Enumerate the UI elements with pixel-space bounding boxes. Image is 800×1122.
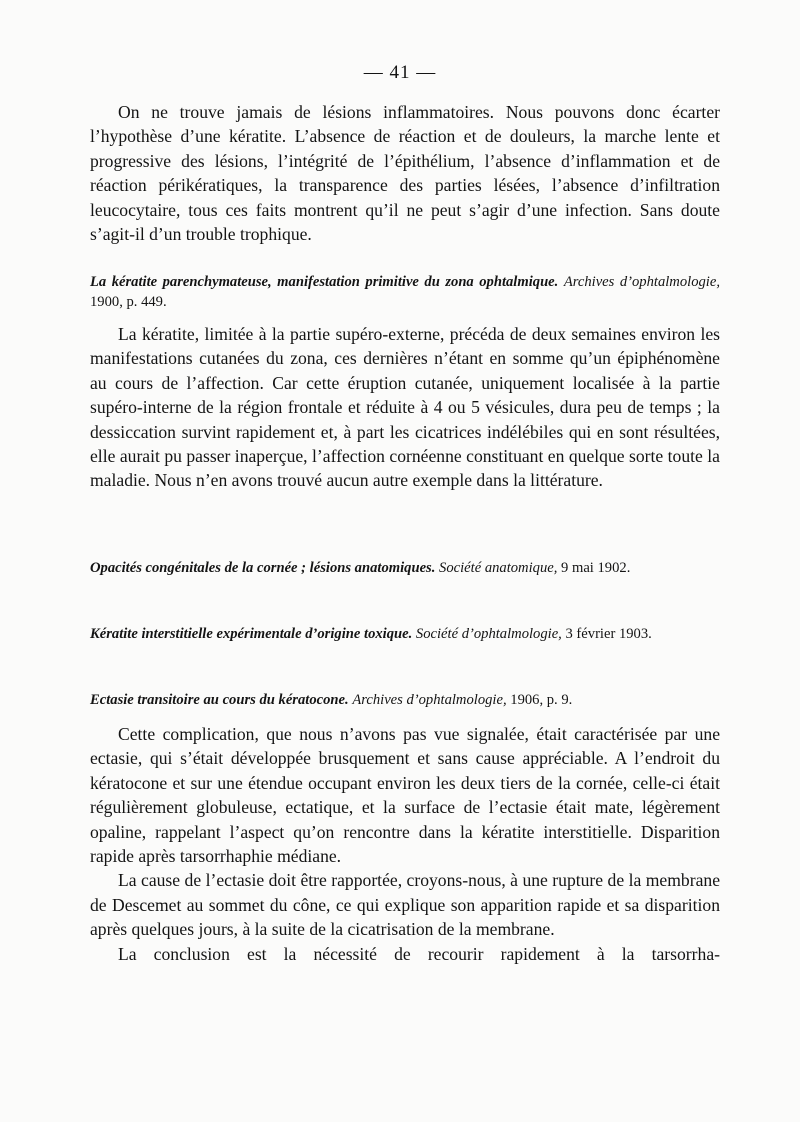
zona-block xyxy=(90,322,720,493)
reference-source: Société d’ophtalmologie, xyxy=(415,626,562,642)
reference-entry xyxy=(90,624,720,644)
paragraph-trophic: On ne trouve jamais de lésions inflammatoires. Nous pouvons donc écarter l’hypothèse d’une kératite. L’absence de réaction et de douleurs, la marche lente et progressive des lésions, l’intégrité de l’épithélium, l’absence d’inflammation et de réaction périkératiques, la transparence des parties lésées, l’absence d’infiltration leucocytaire, tous ces faits montrent qu’il ne peut s’agir d’une infection. Sans doute s’agit-il d’un trouble trophique. xyxy=(90,102,720,245)
intro-block xyxy=(90,100,720,246)
reference-detail: 3 février 1903. xyxy=(565,626,652,642)
reference-ectasie xyxy=(90,690,720,710)
reference-detail: 1906, p. 9. xyxy=(510,692,573,708)
page-number: — 41 — xyxy=(363,62,437,83)
reference-source: Archives d’ophtalmologie, xyxy=(563,274,720,290)
paragraph-conclusion: La conclusion est la nécessité de recourir rapidement à la tarsorrha- xyxy=(118,943,720,964)
reference-title: Ectasie transitoire au cours du kératocone. xyxy=(90,692,349,708)
reference-source: Société anatomique, xyxy=(439,560,558,576)
paragraph-descemet: La cause de l’ectasie doit être rapportée, croyons-nous, à une rupture de la membrane de Descemet au sommet du cône, ce qui explique son apparition rapide et sa disparition après quelques jours, à la suite de la cicatrisation de la membrane. xyxy=(90,870,720,940)
paragraph-zona: La kératite, limitée à la partie supéro-externe, précéda de deux semaines environ les manifestations cutanées du zona, ces dernières n’étant en somme qu’un épiphénomène au cours de l’affection. Car cette éruption cutanée, uniquement localisée à la partie supéro-interne de la région frontale et réduite à 4 ou 5 vésicules, dura peu de temps ; la dessiccation survint rapidement et, à part les cicatrices indélébiles qui en sont résultées, elle aurait pu passer inaperçue, l’affection cornéenne constituant en quelque sorte toute la maladie. Nous n’en avons trouvé aucun autre exemple dans la littérature. xyxy=(90,324,720,491)
reference-zona xyxy=(90,272,720,312)
reference-keratite-toxique xyxy=(90,624,720,644)
paragraph-ectasie: Cette complication, que nous n’avons pas vue signalée, était caractérisée par une ectasie, qui s’était développée brusquement et sans cause appréciable. A l’endroit du kératocone et sur une étendue occupant environ les deux tiers de la cornée, celle-ci était régulièrement globuleuse, ectatique, et la surface de l’ectasie était mate, légèrement opaline, rappelant l’aspect qu’on rencontre dans la kératite interstitielle. Disparition rapide après tarsorrhaphie médiane. xyxy=(90,724,720,867)
reference-title: La kératite parenchymateuse, manifestation primitive du zona ophtalmique. xyxy=(90,274,559,290)
reference-title: Kératite interstitielle expérimentale d’origine toxique. xyxy=(90,626,413,642)
reference-entry xyxy=(90,690,720,710)
reference-detail: 9 mai 1902. xyxy=(561,560,631,576)
reference-source: Archives d’ophtalmologie, xyxy=(352,692,507,708)
reference-title: Opacités congénitales de la cornée ; lésions anatomiques. xyxy=(90,560,436,576)
reference-detail: 1900, p. 449. xyxy=(90,294,167,310)
reference-entry xyxy=(90,272,720,312)
reference-entry xyxy=(90,558,720,578)
ectasie-block xyxy=(90,722,720,966)
reference-opacites xyxy=(90,558,720,578)
